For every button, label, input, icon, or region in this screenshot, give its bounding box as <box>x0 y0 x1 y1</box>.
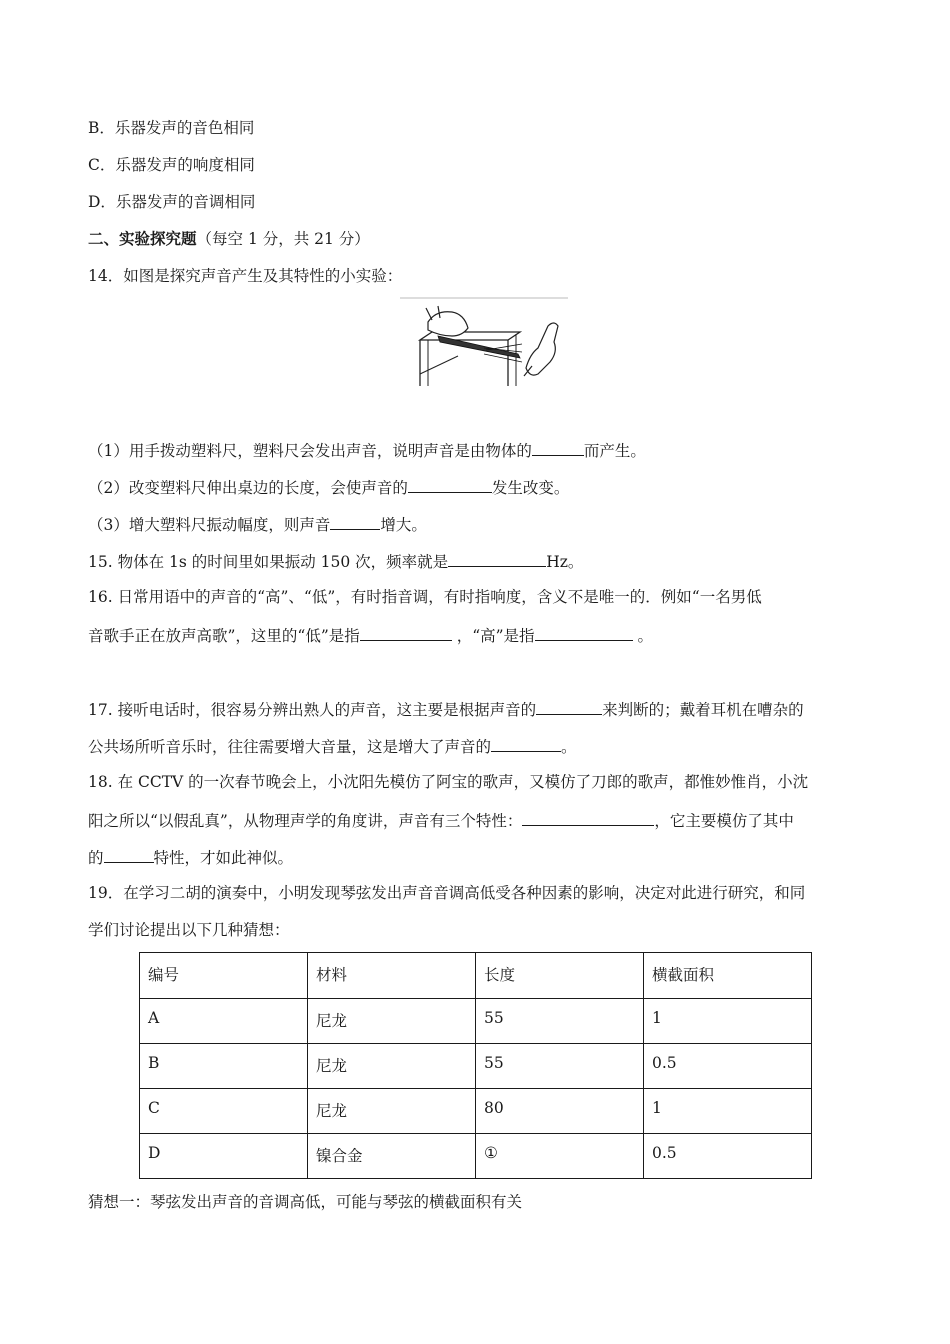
section-title: 二、实验探究题 <box>88 229 197 248</box>
q18-line1: 18. 在 CCTV 的一次春节晚会上，小沈阳先模仿了阿宝的歌声，又模仿了刀郎的歌声，都惟妙惟肖，小沈 <box>88 773 809 791</box>
table-row <box>140 1134 812 1179</box>
q14-p3-after: 增大。 <box>380 516 427 534</box>
q17-blank-1 <box>536 698 602 715</box>
q18-line2-a: 阳之所以“以假乱真”，从物理声学的角度讲，声音有三个特性： <box>88 812 523 830</box>
q14-p1-blank <box>532 439 584 456</box>
table-header-cell: 长度 <box>476 953 644 999</box>
table-header-cell: 横截面积 <box>644 953 812 999</box>
q15-blank <box>448 550 546 567</box>
q17-line1 <box>88 698 804 720</box>
q16-line2 <box>88 624 653 646</box>
q17-line1-a: 17. 接听电话时，很容易分辨出熟人的声音，这主要是根据声音的 <box>88 701 537 719</box>
q18-line3 <box>88 846 293 868</box>
q16-blank-1 <box>360 624 452 641</box>
table-cell: 55 <box>476 1044 644 1089</box>
option-d: D．乐器发声的音调相同 <box>88 193 256 211</box>
q14-stem: 14．如图是探究声音产生及其特性的小实验： <box>88 267 403 285</box>
q17-line2 <box>88 735 577 757</box>
q16-line2-a: 音歌手正在放声高歌”，这里的“低”是指 <box>88 627 360 645</box>
q14-p1-before: （1）用手拨动塑料尺，塑料尺会发出声音，说明声音是由物体的 <box>88 442 532 460</box>
q18-blank-2 <box>104 846 154 863</box>
q18-line2-b: ，它主要模仿了其中 <box>654 812 794 830</box>
table-row <box>140 1089 812 1134</box>
q16-line1: 16. 日常用语中的声音的“高”、“低”，有时指音调，有时指响度，含义不是唯一的．例如“一名男低 <box>88 588 762 606</box>
q18-line3-a: 的 <box>88 849 104 867</box>
q16-blank-2 <box>535 624 633 641</box>
q14-part1 <box>88 439 646 461</box>
q18-blank-1 <box>522 809 654 826</box>
q14-p2-before: （2）改变塑料尺伸出桌边的长度，会使声音的 <box>88 479 408 497</box>
table-cell: 0.5 <box>644 1134 812 1179</box>
table-cell: B <box>140 1044 308 1089</box>
table-cell: 尼龙 <box>308 1089 476 1134</box>
q19-line1: 19．在学习二胡的演奏中，小明发现琴弦发出声音音调高低受各种因素的影响，决定对此进行研究，和同 <box>88 884 806 902</box>
q19-guess1: 猜想一：琴弦发出声音的音调高低，可能与琴弦的横截面积有关 <box>88 1193 523 1211</box>
q17-line2-a: 公共场所听音乐时，往往需要增大音量，这是增大了声音的 <box>88 738 492 756</box>
q14-part3 <box>88 513 427 535</box>
table-cell: 80 <box>476 1089 644 1134</box>
q17-blank-2 <box>491 735 561 752</box>
table-cell: 尼龙 <box>308 999 476 1044</box>
option-c: C．乐器发声的响度相同 <box>88 156 255 174</box>
q15-before: 15. 物体在 1s 的时间里如果振动 150 次，频率就是 <box>88 553 449 571</box>
q15-after: Hz。 <box>546 553 584 571</box>
q14-p2-blank <box>408 476 492 493</box>
q17-line1-b: 来判断的；戴着耳机在嘈杂的 <box>602 701 804 719</box>
table-cell: ① <box>476 1134 644 1179</box>
table-cell: A <box>140 999 308 1044</box>
table-cell: D <box>140 1134 308 1179</box>
section-note: （每空 1 分，共 21 分） <box>196 230 370 248</box>
table-cell: 1 <box>644 1089 812 1134</box>
q19-line2: 学们讨论提出以下几种猜想： <box>88 921 290 939</box>
table-row <box>140 999 812 1044</box>
q18-line3-b: 特性，才如此神似。 <box>153 849 294 867</box>
q17-line2-b: 。 <box>561 738 577 756</box>
table-cell: 0.5 <box>644 1044 812 1089</box>
table-cell: 尼龙 <box>308 1044 476 1089</box>
table-cell: 镍合金 <box>308 1134 476 1179</box>
q14-part2 <box>88 476 569 498</box>
q14-p1-after: 而产生。 <box>583 442 646 460</box>
q14-p3-before: （3）增大塑料尺振动幅度，则声音 <box>88 516 331 534</box>
q15 <box>88 550 583 572</box>
q18-line2 <box>88 809 794 831</box>
q16-line2-b: ，“高”是指 <box>451 627 535 645</box>
q16-line2-c: 。 <box>632 627 653 645</box>
option-b: B．乐器发声的音色相同 <box>88 119 255 137</box>
table-row <box>140 1044 812 1089</box>
table-cell: 55 <box>476 999 644 1044</box>
section-heading <box>88 229 370 249</box>
ruler-on-table-illustration <box>398 296 570 390</box>
string-parameters-table <box>139 952 812 1179</box>
table-cell: 1 <box>644 999 812 1044</box>
q14-p3-blank <box>330 513 380 530</box>
table-header-row <box>140 953 812 999</box>
table-header-cell: 材料 <box>308 953 476 999</box>
q14-p2-after: 发生改变。 <box>491 479 570 497</box>
table-cell: C <box>140 1089 308 1134</box>
table-header-cell: 编号 <box>140 953 308 999</box>
